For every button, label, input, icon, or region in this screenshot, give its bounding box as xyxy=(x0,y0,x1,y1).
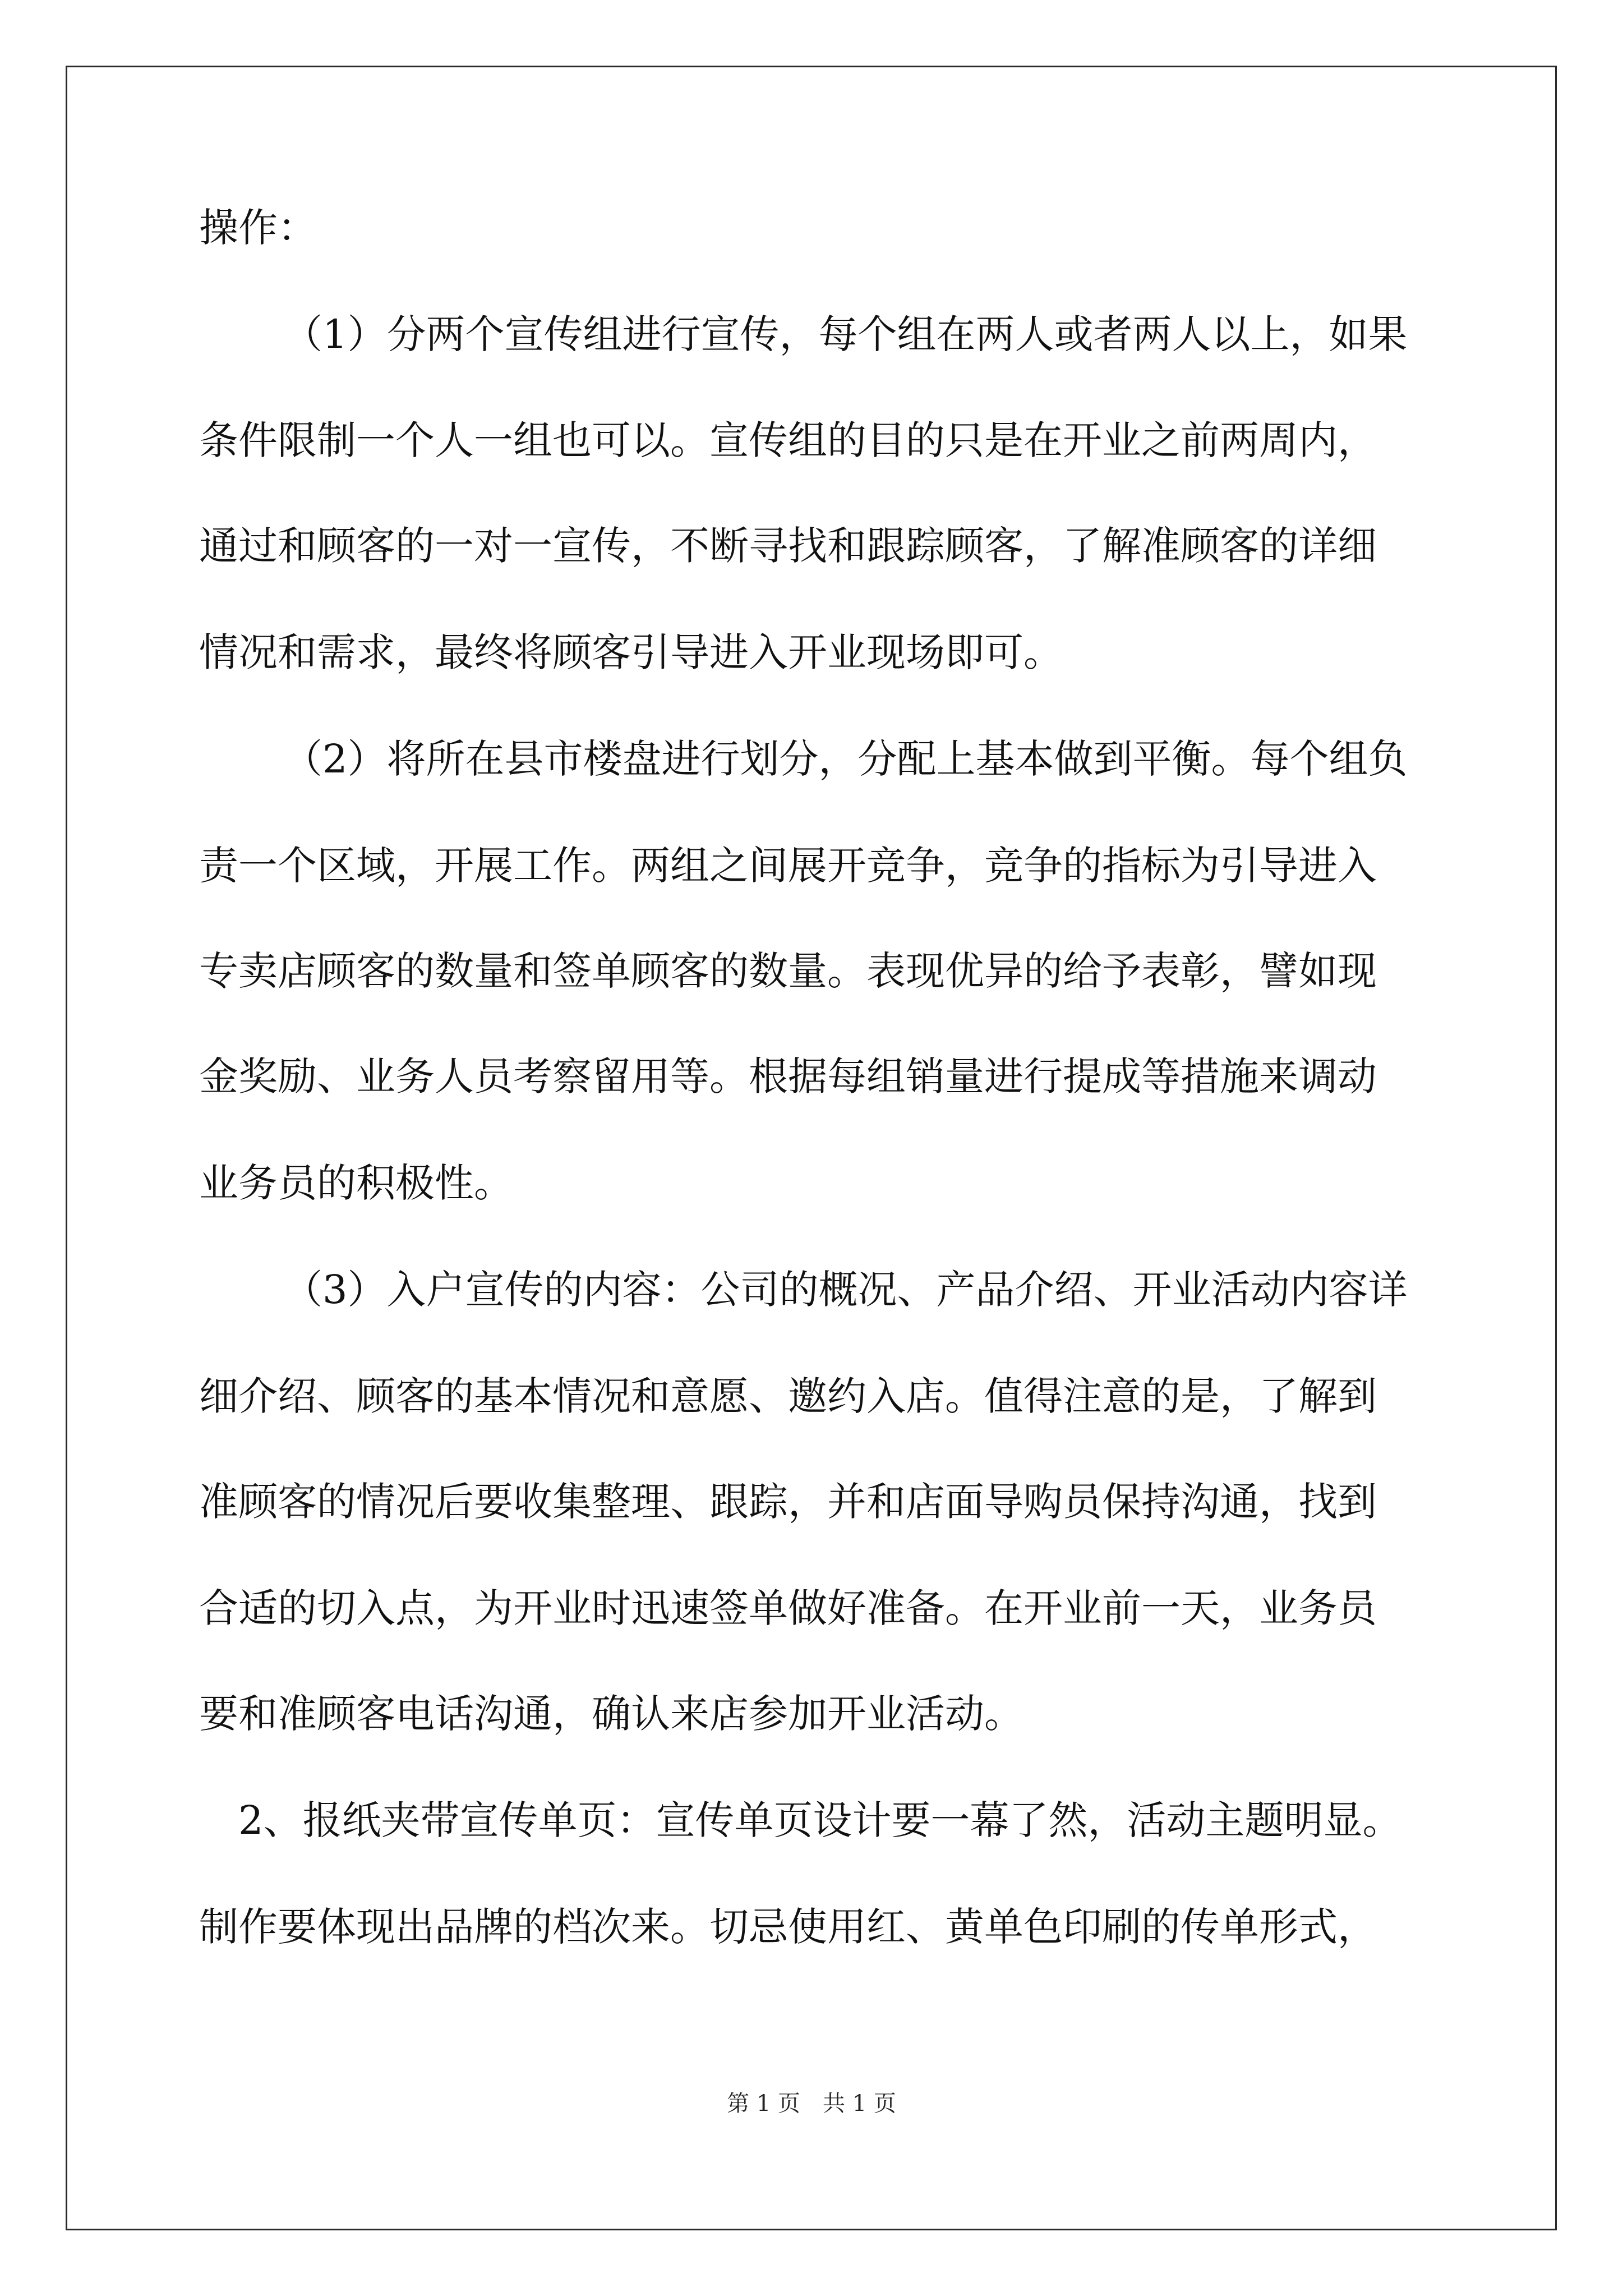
text-line: 制作要体现出品牌的档次来。切忌使用红、黄单色印刷的传单形式， xyxy=(199,1904,1377,1950)
text-line: （1）分两个宣传组进行宣传，每个组在两人或者两人以上，如果 xyxy=(283,311,1408,357)
text-line: 操作： xyxy=(199,205,317,251)
text-line: 要和准顾客电话沟通，确认来店参加开业活动。 xyxy=(199,1691,1023,1737)
text-line: （3）入户宣传的内容：公司的概况、产品介绍、开业活动内容详 xyxy=(283,1267,1408,1313)
text-line: （2）将所在县市楼盘进行划分，分配上基本做到平衡。每个组负 xyxy=(283,736,1408,782)
text-line: 细介绍、顾客的基本情况和意愿、邀约入店。值得注意的是，了解到 xyxy=(199,1373,1377,1419)
text-line: 责一个区域，开展工作。两组之间展开竞争，竞争的指标为引导进入 xyxy=(199,843,1377,889)
text-line: 准顾客的情况后要收集整理、跟踪，并和店面导购员保持沟通，找到 xyxy=(199,1479,1377,1525)
text-line: 合适的切入点，为开业时迅速签单做好准备。在开业前一天，业务员 xyxy=(199,1585,1377,1631)
text-line: 金奖励、业务人员考察留用等。根据每组销量进行提成等措施来调动 xyxy=(199,1053,1377,1099)
text-line: 业务员的积极性。 xyxy=(199,1160,513,1206)
text-line: 情况和需求，最终将顾客引导进入开业现场即可。 xyxy=(199,629,1063,675)
page-number-footer: 第 1 页 共 1 页 xyxy=(727,2091,896,2116)
text-line: 条件限制一个人一组也可以。宣传组的目的只是在开业之前两周内， xyxy=(199,417,1377,463)
text-line: 通过和顾客的一对一宣传，不断寻找和跟踪顾客，了解准顾客的详细 xyxy=(199,523,1377,569)
text-line: 2、报纸夹带宣传单页：宣传单页设计要一幕了然，活动主题明显。 xyxy=(238,1797,1402,1843)
text-line: 专卖店顾客的数量和签单顾客的数量。表现优异的给予表彰，譬如现 xyxy=(199,948,1377,994)
